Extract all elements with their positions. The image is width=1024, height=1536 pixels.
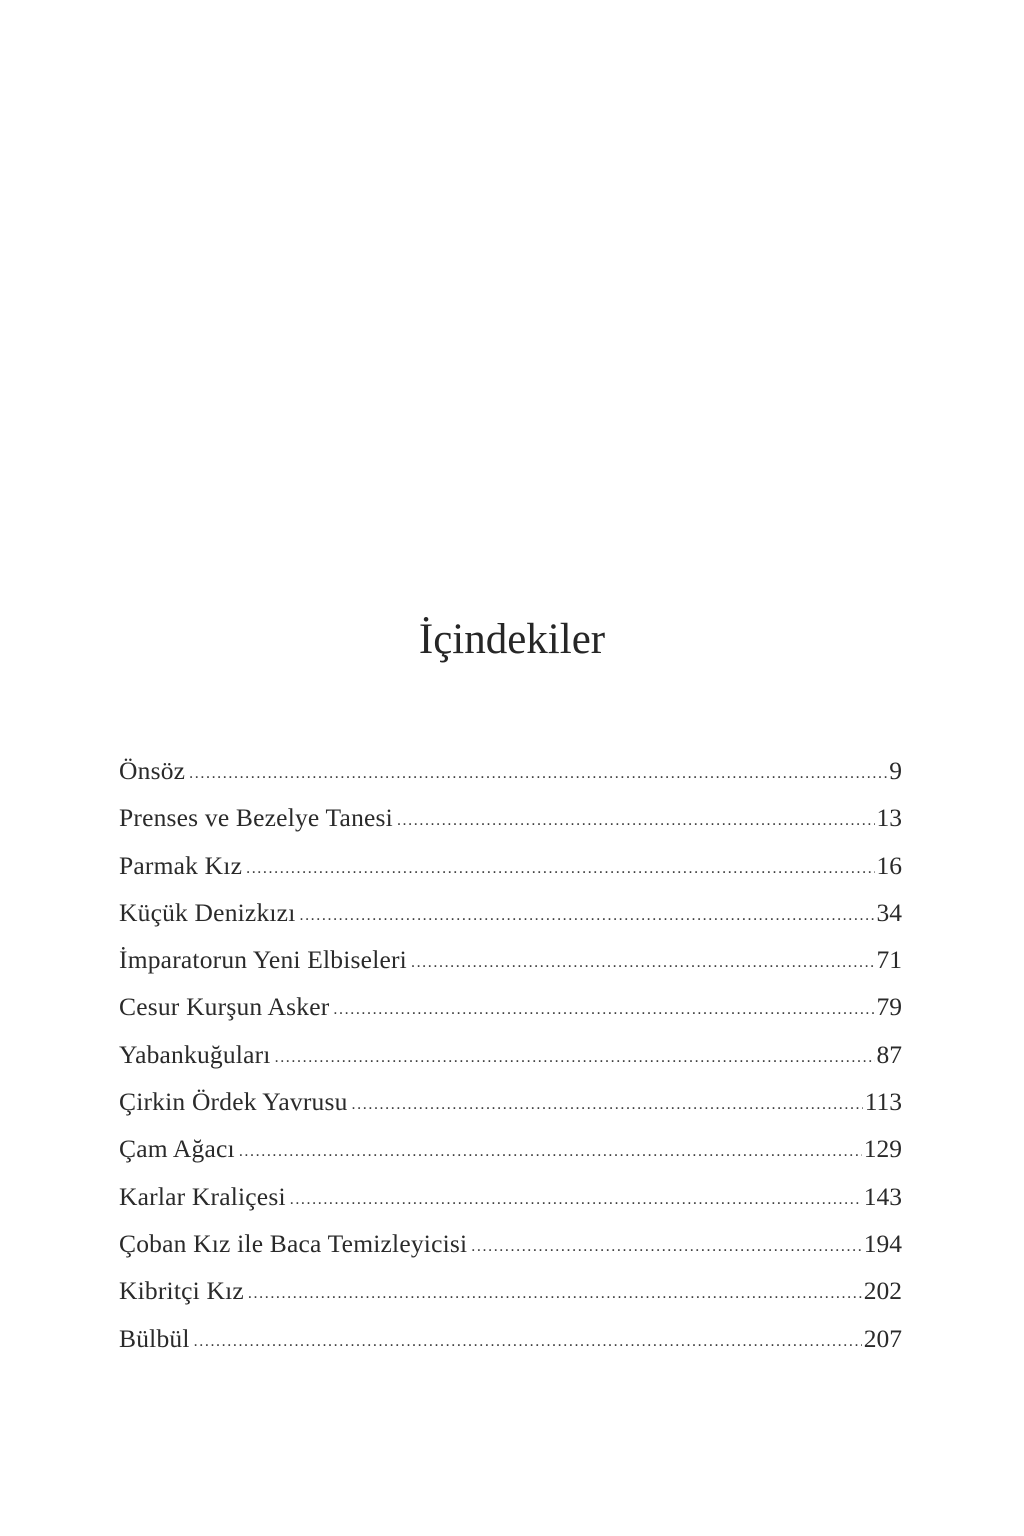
toc-page-number: 13 <box>876 803 902 833</box>
dot-leader <box>194 1318 862 1365</box>
toc-entry <box>119 1267 902 1314</box>
toc-page-number: 71 <box>876 945 902 975</box>
toc-entry-title: Çoban Kız ile Baca Temizleyicisi <box>119 1228 468 1258</box>
toc-entry <box>119 1125 902 1172</box>
toc-page-number: 113 <box>864 1087 902 1117</box>
dot-leader <box>411 939 875 986</box>
toc-page-number: 34 <box>876 897 902 927</box>
toc-entry <box>119 889 902 936</box>
toc-entry-title: Karlar Kraliçesi <box>119 1181 286 1211</box>
toc-page-number: 202 <box>863 1276 902 1306</box>
toc-entry <box>119 1220 902 1267</box>
toc-entry-title: Bülbül <box>119 1323 190 1353</box>
toc-entry-title: Parmak Kız <box>119 850 243 880</box>
toc-page-number: 194 <box>863 1228 902 1258</box>
toc-entry <box>119 1078 902 1125</box>
toc-page-number: 16 <box>876 850 902 880</box>
toc-page-number: 143 <box>863 1181 902 1211</box>
toc-entry-title: Çam Ağacı <box>119 1134 235 1164</box>
dot-leader <box>189 750 887 797</box>
toc-entry <box>119 983 902 1030</box>
toc-entry <box>119 936 902 983</box>
dot-leader <box>471 1223 861 1270</box>
toc-entry <box>119 747 902 794</box>
toc-entry-title: Küçük Denizkızı <box>119 897 296 927</box>
dot-leader <box>352 1081 863 1128</box>
toc-page-number: 207 <box>863 1323 902 1353</box>
toc-entry <box>119 794 902 841</box>
toc-entry-title: Yabankuğuları <box>119 1039 271 1069</box>
dot-leader <box>333 986 874 1033</box>
dot-leader <box>239 1128 862 1175</box>
dot-leader <box>275 1034 875 1081</box>
toc-entry-title: Prenses ve Bezelye Tanesi <box>119 803 393 833</box>
page-title: İçindekiler <box>418 616 606 663</box>
toc-entry-title: İmparatorun Yeni Elbiseleri <box>119 945 407 975</box>
dot-leader <box>248 1270 862 1317</box>
dot-leader <box>290 1176 862 1223</box>
toc-page-number: 9 <box>889 756 902 785</box>
toc-page-number: 129 <box>863 1134 902 1164</box>
dot-leader <box>299 892 874 939</box>
toc-entry <box>119 1173 902 1220</box>
toc-entry-title: Çirkin Ördek Yavrusu <box>119 1087 348 1117</box>
toc-entry <box>119 1315 902 1362</box>
toc-entry-title: Kibritçi Kız <box>119 1276 244 1306</box>
toc-entry <box>119 842 902 889</box>
toc-entry-title: Cesur Kurşun Asker <box>119 992 330 1022</box>
toc-page-number: 87 <box>876 1039 902 1069</box>
toc-entry <box>119 1031 902 1078</box>
dot-leader <box>397 797 875 844</box>
dot-leader <box>246 845 874 892</box>
table-of-contents <box>119 747 902 1362</box>
toc-entry-title: Önsöz <box>119 756 186 785</box>
toc-page-number: 79 <box>876 992 902 1022</box>
